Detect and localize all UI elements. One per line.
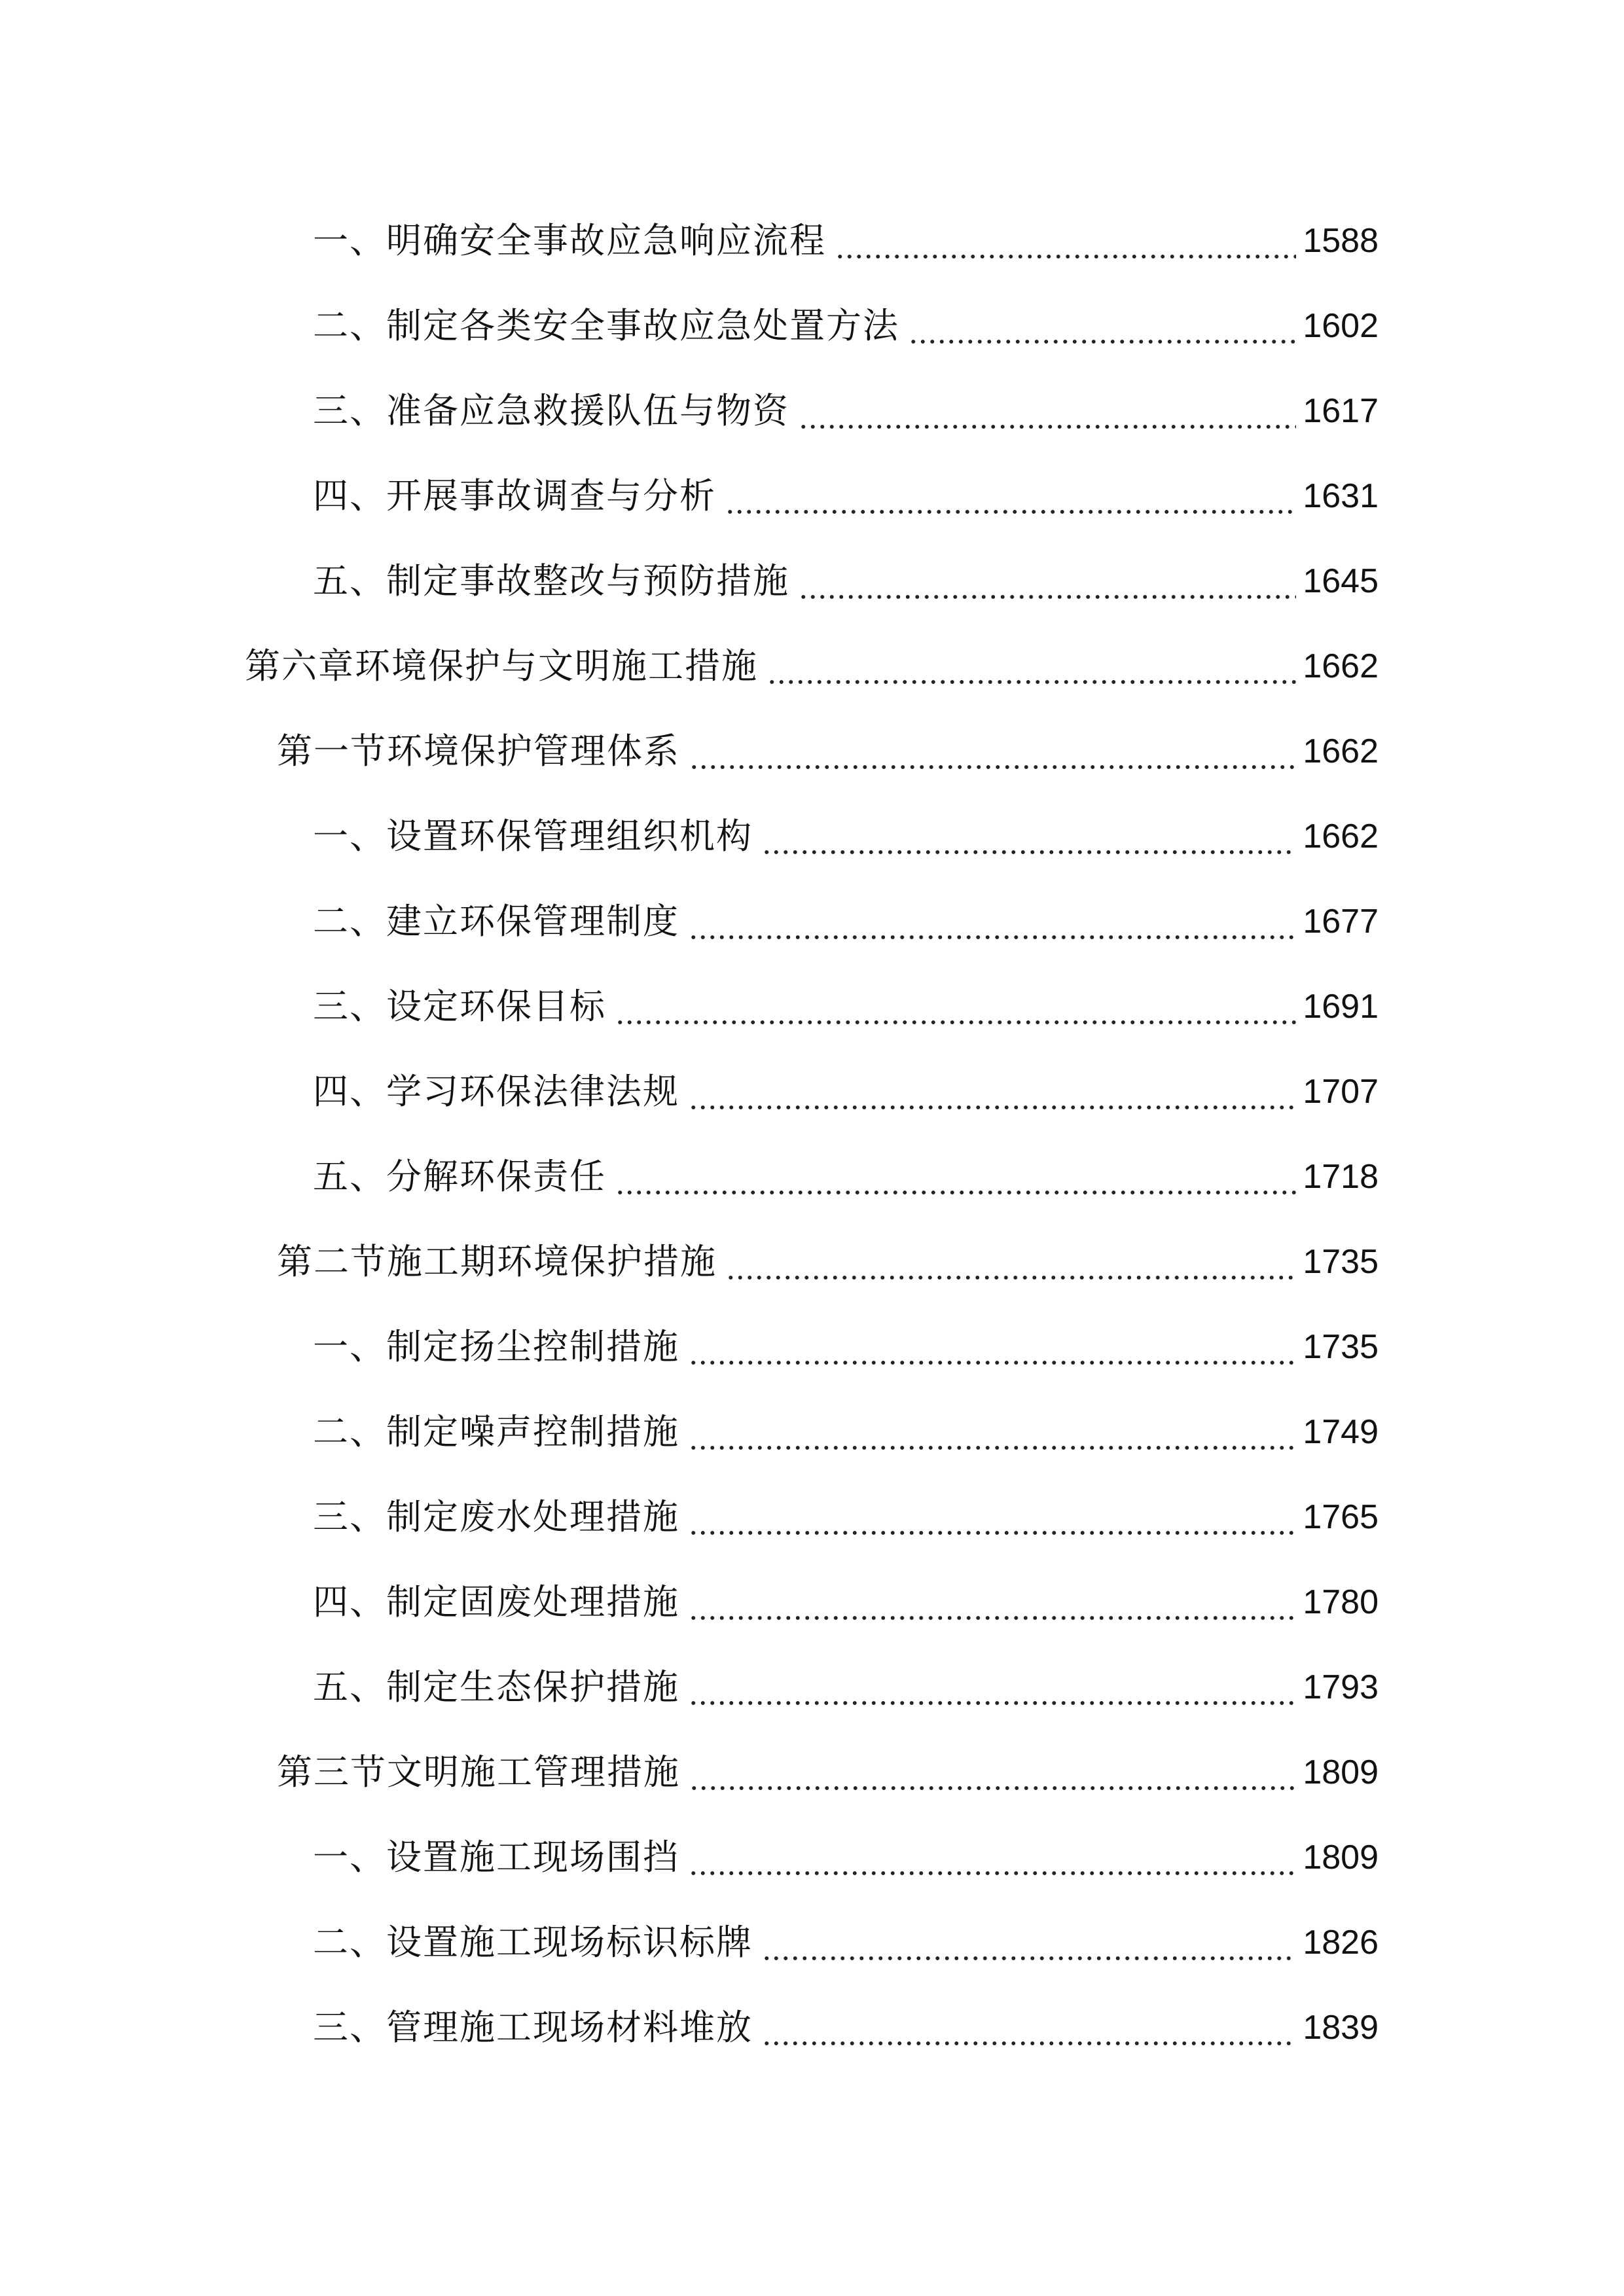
toc-entry-title: 二、制定各类安全事故应急处置方法 (313, 305, 899, 346)
toc-entry-page-number: 1809 (1303, 1839, 1379, 1876)
toc-section-entry[interactable] (277, 1236, 1379, 1288)
toc-entry-page-number: 1793 (1303, 1668, 1379, 1706)
toc-entry[interactable] (313, 1406, 1379, 1458)
dot-leader (689, 725, 1296, 778)
toc-entry-page-number: 1617 (1303, 392, 1379, 430)
toc-entry-page-number: 1749 (1303, 1413, 1379, 1451)
toc-section-entry[interactable] (277, 725, 1379, 778)
dot-leader (835, 215, 1296, 267)
toc-entry[interactable] (313, 215, 1379, 267)
toc-entry-page-number: 1765 (1303, 1498, 1379, 1536)
toc-entry-page-number: 1839 (1303, 2009, 1379, 2047)
toc-entry-title: 第一节环境保护管理体系 (277, 730, 680, 772)
dot-leader (799, 555, 1296, 607)
dot-leader (689, 1746, 1296, 1799)
toc-entry[interactable] (313, 1066, 1379, 1118)
dot-leader (725, 470, 1296, 522)
toc-entry-title: 五、分解环保责任 (313, 1156, 606, 1197)
dot-leader (799, 385, 1296, 437)
toc-entry-page-number: 1631 (1303, 477, 1379, 515)
toc-entry-page-number: 1809 (1303, 1753, 1379, 1791)
toc-entry-page-number: 1707 (1303, 1073, 1379, 1111)
toc-entry-title: 二、制定噪声控制措施 (313, 1411, 679, 1452)
toc-entry[interactable] (313, 1151, 1379, 1203)
toc-entry[interactable] (313, 385, 1379, 437)
dot-leader (689, 895, 1296, 948)
dot-leader (762, 810, 1296, 863)
toc-entry[interactable] (313, 1831, 1379, 1884)
toc-section-entry[interactable] (277, 1746, 1379, 1799)
dot-leader (767, 640, 1296, 692)
toc-entry[interactable] (313, 2001, 1379, 2054)
toc-entry-title: 四、开展事故调查与分析 (313, 475, 716, 516)
dot-leader (689, 1406, 1296, 1458)
toc-entry[interactable] (313, 980, 1379, 1033)
toc-entry-page-number: 1718 (1303, 1158, 1379, 1196)
toc-entry[interactable] (313, 300, 1379, 352)
dot-leader (689, 1576, 1296, 1628)
toc-entry-page-number: 1735 (1303, 1243, 1379, 1281)
toc-entry-page-number: 1662 (1303, 647, 1379, 685)
toc-entry-page-number: 1662 (1303, 817, 1379, 855)
dot-leader (689, 1491, 1296, 1543)
toc-entry-page-number: 1588 (1303, 222, 1379, 260)
toc-entry-title: 二、建立环保管理制度 (313, 901, 679, 942)
toc-entry-title: 五、制定生态保护措施 (313, 1666, 679, 1708)
toc-entry-title: 三、制定废水处理措施 (313, 1496, 679, 1537)
toc-entry-page-number: 1677 (1303, 903, 1379, 941)
toc-entry-title: 三、管理施工现场材料堆放 (313, 2007, 753, 2048)
toc-entry[interactable] (313, 470, 1379, 522)
toc-entry[interactable] (313, 1916, 1379, 1969)
toc-entry-page-number: 1602 (1303, 307, 1379, 345)
dot-leader (689, 1321, 1296, 1373)
toc-entry-title: 四、制定固废处理措施 (313, 1581, 679, 1623)
toc-entry[interactable] (313, 555, 1379, 607)
dot-leader (762, 1916, 1296, 1969)
toc-entry-title: 四、学习环保法律法规 (313, 1071, 679, 1112)
toc-entry-title: 五、制定事故整改与预防措施 (313, 560, 789, 601)
dot-leader (689, 1831, 1296, 1884)
toc-entry-page-number: 1826 (1303, 1924, 1379, 1962)
dot-leader (689, 1661, 1296, 1713)
dot-leader (909, 300, 1296, 352)
toc-entry[interactable] (313, 1491, 1379, 1543)
dot-leader (615, 1151, 1296, 1203)
toc-entry[interactable] (313, 895, 1379, 948)
dot-leader (689, 1066, 1296, 1118)
dot-leader (762, 2001, 1296, 2054)
toc-chapter-entry[interactable] (245, 640, 1379, 692)
dot-leader (726, 1236, 1296, 1288)
toc-entry-title: 第三节文明施工管理措施 (277, 1751, 680, 1793)
toc-entry-title: 三、设定环保目标 (313, 986, 606, 1027)
toc-entry-title: 第六章环境保护与文明施工措施 (245, 645, 758, 687)
toc-entry-title: 一、设置环保管理组织机构 (313, 816, 753, 857)
toc-entry-page-number: 1691 (1303, 988, 1379, 1026)
toc-entry-page-number: 1780 (1303, 1583, 1379, 1621)
toc-entry[interactable] (313, 1576, 1379, 1628)
toc-entry-page-number: 1735 (1303, 1328, 1379, 1366)
toc-entry-title: 一、制定扬尘控制措施 (313, 1326, 679, 1367)
toc-entry-page-number: 1645 (1303, 562, 1379, 600)
toc-entry[interactable] (313, 1661, 1379, 1713)
toc-entry-title: 第二节施工期环境保护措施 (277, 1241, 717, 1282)
toc-entry-page-number: 1662 (1303, 732, 1379, 770)
toc-entry-title: 一、明确安全事故应急响应流程 (313, 220, 826, 261)
toc-entry-title: 一、设置施工现场围挡 (313, 1837, 679, 1878)
toc-entry-title: 二、设置施工现场标识标牌 (313, 1922, 753, 1963)
toc-entry[interactable] (313, 810, 1379, 863)
dot-leader (615, 980, 1296, 1033)
toc-entry-title: 三、准备应急救援队伍与物资 (313, 390, 789, 431)
toc-entry[interactable] (313, 1321, 1379, 1373)
